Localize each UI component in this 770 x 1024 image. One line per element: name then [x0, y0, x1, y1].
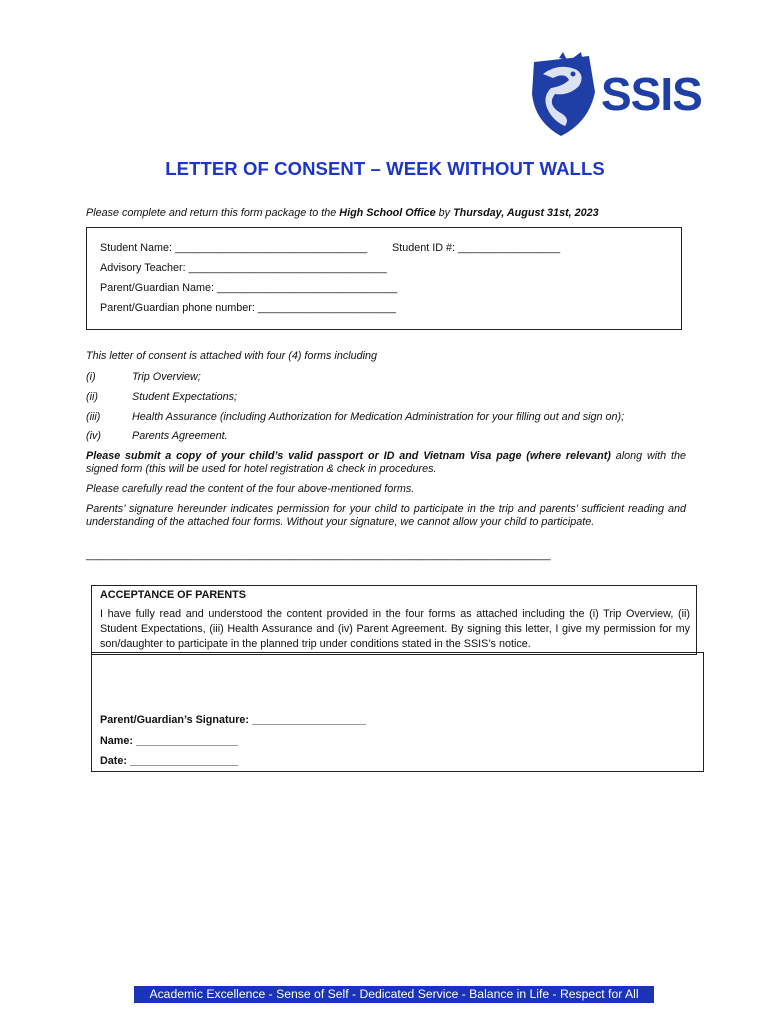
- signature-note: Parents’ signature hereunder indicates permission for your child to participate in the trip and parents’ sufficient reading and understanding of the attached four forms. Without your signature, we cannot allow your child to participate.: [86, 503, 686, 528]
- submit-note-rest: along with the signed form (this will be used for hotel registration & check in procedures.: [86, 450, 686, 475]
- intro-part2: by: [435, 207, 454, 219]
- signature-box: [91, 652, 704, 772]
- list-number: (i): [86, 371, 96, 383]
- acceptance-text: I have fully read and understood the content provided in the four forms as attached including the (i) Trip Overview, (ii) Student Expectations, (iii) Health Assurance and (iv) Parent Agreement. By signing this letter, I give my permission for my son/daughter to participate in the planned trip under conditions stated in the SSIS’s notice.: [100, 608, 690, 650]
- signature-field[interactable]: Parent/Guardian’s Signature: ___________________: [100, 714, 367, 726]
- advisory-teacher-field[interactable]: Advisory Teacher: _________________________________: [100, 262, 387, 274]
- logo-text: SSIS: [601, 68, 702, 120]
- student-info-box: [86, 227, 682, 330]
- list-text: Health Assurance (including Authorization for Medication Administration for your filling out and sign on);: [132, 411, 625, 423]
- list-text: Parents Agreement.: [132, 430, 228, 442]
- list-item: [86, 371, 686, 385]
- footer-motto: Academic Excellence - Sense of Self - Dedicated Service - Balance in Life - Respect for All: [134, 986, 654, 1003]
- ssis-logo: [529, 52, 705, 138]
- student-id-field[interactable]: Student ID #: _________________: [392, 242, 561, 254]
- office-name: High School Office: [339, 207, 436, 219]
- acceptance-box: [91, 585, 697, 655]
- separator-line: ________________________________________________________________________________: [86, 549, 551, 561]
- date-field[interactable]: Date: __________________: [100, 755, 239, 767]
- guardian-phone-field[interactable]: Parent/Guardian phone number: _______________________: [100, 302, 396, 314]
- list-text: Student Expectations;: [132, 391, 238, 403]
- read-note: Please carefully read the content of the four above-mentioned forms.: [86, 483, 415, 495]
- guardian-name-field[interactable]: Parent/Guardian Name: ______________________________: [100, 282, 398, 294]
- dragon-shield-icon: [529, 52, 599, 138]
- list-item: [86, 411, 686, 425]
- intro-part1: Please complete and return this form package to the: [86, 207, 340, 219]
- student-name-field[interactable]: Student Name: ________________________________: [100, 242, 368, 254]
- list-number: (ii): [86, 391, 98, 403]
- submit-note-bold: Please submit a copy of your child’s valid passport or ID and Vietnam Visa page (where relevant): [86, 450, 611, 462]
- list-number: (iv): [86, 430, 101, 442]
- list-text: Trip Overview;: [132, 371, 201, 383]
- page-title: LETTER OF CONSENT – WEEK WITHOUT WALLS: [165, 158, 605, 179]
- list-number: (iii): [86, 411, 101, 423]
- forms-intro: This letter of consent is attached with four (4) forms including: [86, 350, 378, 362]
- deadline: Thursday, August 31st, 2023: [453, 207, 599, 219]
- list-item: [86, 430, 686, 444]
- acceptance-heading: ACCEPTANCE OF PARENTS: [100, 589, 246, 601]
- list-item: [86, 391, 686, 405]
- intro-text: [86, 207, 599, 219]
- name-field[interactable]: Name: _________________: [100, 735, 239, 747]
- submit-note: [86, 450, 686, 476]
